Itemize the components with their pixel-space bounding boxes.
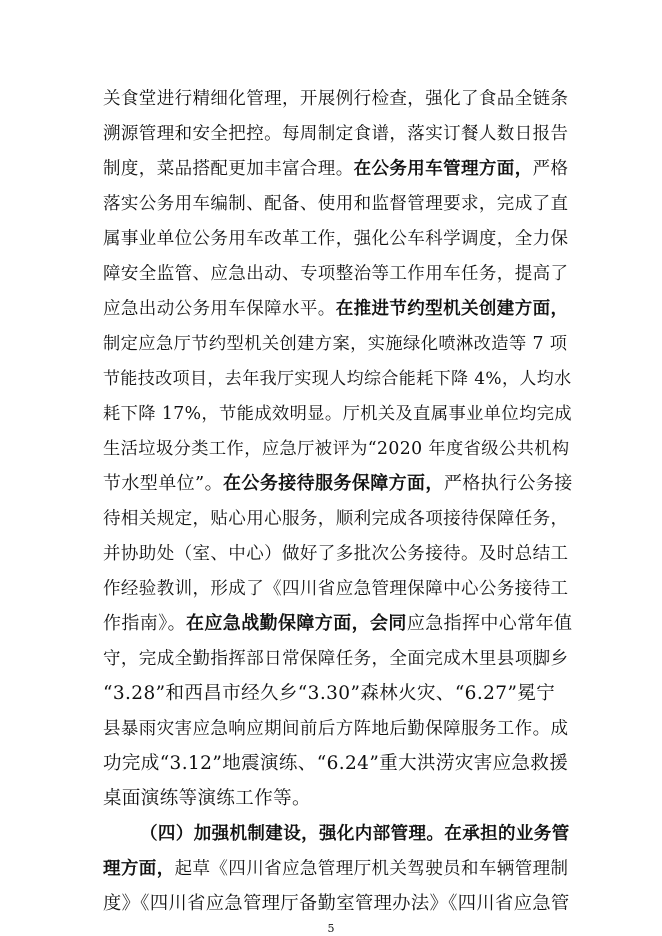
bold-heading: 在推进节约型机关创建方面，: [335, 299, 569, 319]
text-line: 理方面，起草《四川省应急管理厅机关驾驶员和车辆管理制: [103, 859, 569, 879]
text-line: 属事业单位公务用车改革工作，强化公车科学调度，全力保: [103, 229, 569, 249]
text-line: 关食堂进行精细化管理，开展例行检查，强化了食品全链条: [103, 89, 569, 109]
text-line: 制定应急厅节约型机关创建方案，实施绿化喷淋改造等 7 项: [103, 334, 568, 354]
text-line: 障安全监管、应急出动、专项整治等工作用车任务，提高了: [103, 264, 569, 284]
section-heading-line: [140, 822, 573, 846]
text-line: 应急出动公务用车保障水平。在推进节约型机关创建方面，: [103, 299, 569, 319]
bold-heading: 在应急战勤保障方面，会同: [186, 613, 407, 634]
text-line: 耗下降 17%，节能成效明显。厅机关及直属事业单位均完成: [103, 404, 573, 424]
text-line: “3.28”和西昌市经久乡“3.30”森林火灾、“6.27”冕宁: [103, 683, 556, 704]
bold-heading: 在公务用车管理方面，: [353, 159, 533, 179]
text-line: 制度，菜品搭配更加丰富合理。在公务用车管理方面，严格: [103, 159, 569, 179]
text-line: 作经验教训，形成了《四川省应急管理保障中心公务接待工: [103, 579, 569, 599]
text-line: 溯源管理和安全把控。每周制定食谱，落实订餐人数日报告: [103, 124, 569, 144]
text-line: 生活垃圾分类工作，应急厅被评为“2020 年度省级公共机构: [103, 439, 570, 459]
text-line: 桌面演练等演练工作等。: [103, 788, 311, 809]
text-line: 节水型单位”。在公务接待服务保障方面，严格执行公务接: [103, 473, 573, 494]
text-line: 并协助处（室、中心）做好了多批次公务接待。及时总结工: [103, 544, 569, 564]
text-line: 度》《四川省应急管理厅备勤室管理办法》《四川省应急管: [103, 893, 570, 914]
bold-heading: 理方面，: [103, 859, 175, 879]
text-line: 节能技改项目，去年我厅实现人均综合能耗下降 4%，人均水: [103, 369, 572, 389]
section-heading: （四）加强机制建设，强化内部管理。在承担的业务管: [140, 824, 570, 844]
text-line: 落实公务用车编制、配备、使用和监督管理要求，完成了直: [103, 194, 569, 214]
text-line: 作指南》。在应急战勤保障方面，会同应急指挥中心常年值: [103, 613, 573, 634]
text-line: 待相关规定，贴心用心服务，顺利完成各项接待保障任务，: [103, 509, 569, 529]
bold-heading: 在公务接待服务保障方面，: [223, 473, 444, 494]
page-number: 5: [327, 922, 335, 935]
text-line: 守，完成全勤指挥部日常保障任务，全面完成木里县项脚乡: [103, 649, 569, 669]
text-line: 功完成“3.12”地震演练、“6.24”重大洪涝灾害应急救援: [103, 753, 569, 774]
text-line: 县暴雨灾害应急响应期间前后方阵地后勤保障服务工作。成: [103, 719, 569, 739]
